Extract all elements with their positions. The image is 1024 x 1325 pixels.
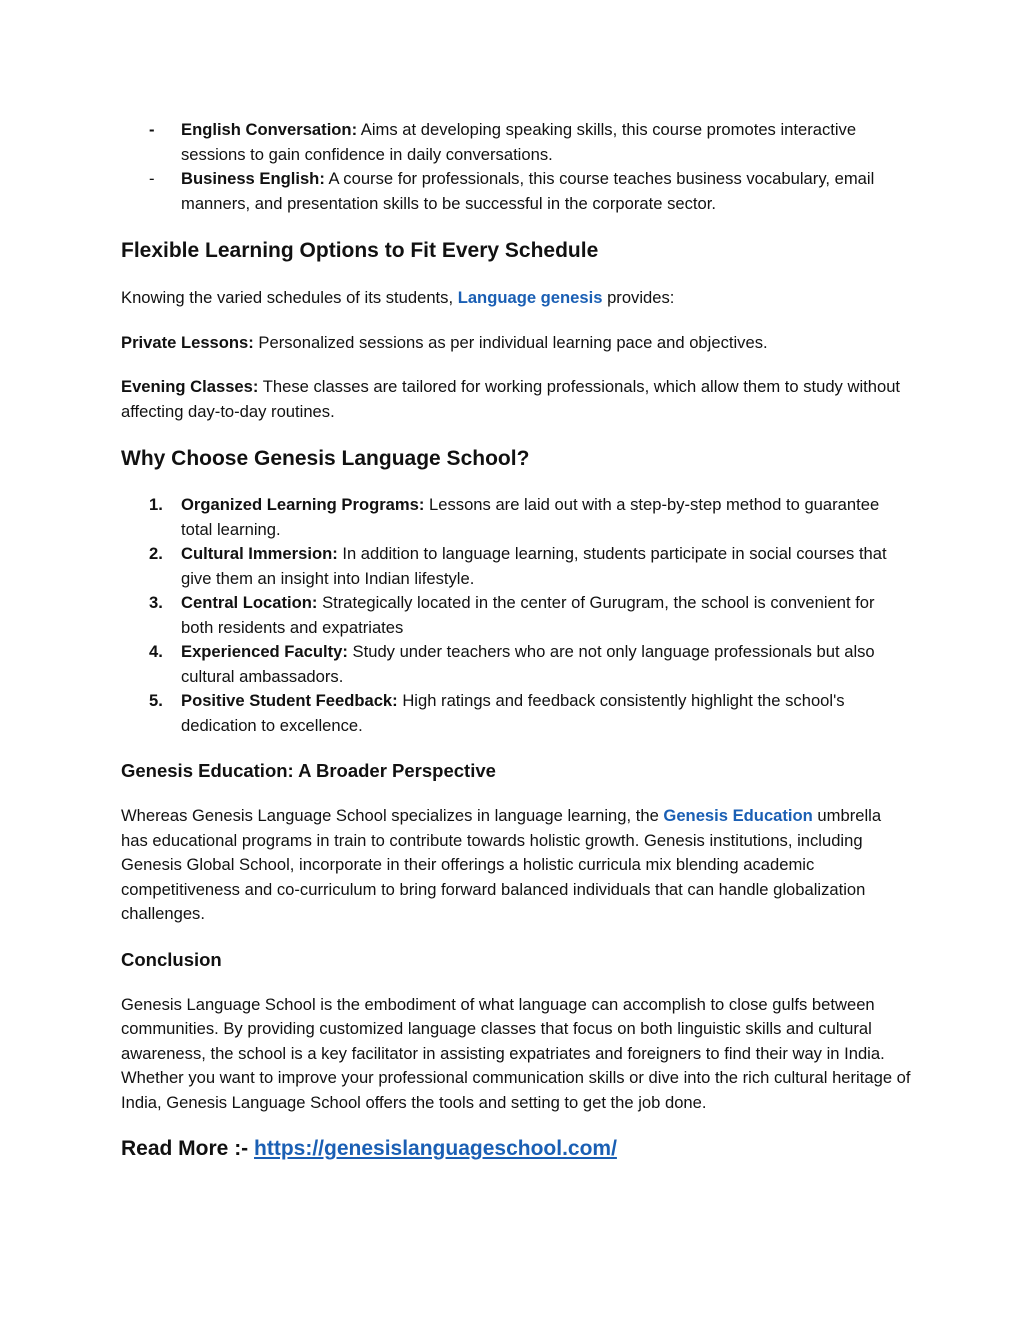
flexible-intro-text: Knowing the varied schedules of its students, xyxy=(121,288,458,307)
list-term: Positive Student Feedback: xyxy=(181,691,398,710)
list-text: Study under teachers who are not only language professionals but also cultural ambassadors. xyxy=(181,642,875,686)
list-item xyxy=(121,689,911,738)
evening-classes-text: These classes are tailored for working professionals, which allow them to study without affecting day-to-day routines. xyxy=(121,377,901,421)
read-more xyxy=(121,1135,911,1163)
private-lessons-text: Personalized sessions as per individual learning pace and objectives. xyxy=(253,332,768,352)
course-list xyxy=(121,118,911,216)
document-page xyxy=(121,118,911,1163)
list-text: High ratings and feedback consistently highlight the school's dedication to excellence. xyxy=(181,691,845,735)
reasons-list xyxy=(121,493,911,738)
section-heading-why: Why Choose Genesis Language School? xyxy=(121,447,530,470)
list-term: Central Location: xyxy=(181,593,318,612)
list-item xyxy=(121,640,911,689)
read-more-label: Read More :- xyxy=(121,1137,255,1160)
education-text-after: umbrella has educational programs in train to contribute towards holistic growth. Genesis institutions, including Genesis Global School, incorporate in their offerings a holistic curricula mix blending academic competitiveness and co-curriculum to bring forward balanced individuals that can handle globalization challenges. xyxy=(121,806,882,923)
list-item xyxy=(121,118,911,167)
flexible-intro xyxy=(121,286,911,311)
list-number: 1. xyxy=(149,495,163,514)
list-text: Aims at developing speaking skills, this course promotes interactive sessions to gain confidence in daily conversations. xyxy=(181,120,857,164)
evening-classes-paragraph xyxy=(121,375,911,424)
private-lessons-paragraph xyxy=(121,331,911,356)
list-marker: - xyxy=(149,120,155,139)
conclusion-paragraph: Genesis Language School is the embodiment of what language can accomplish to close gulfs between communities. By providing customized language classes that focus on both linguistic skills and cultural awareness, the school is a key facilitator in assisting expatriates and foreigners to find their way in India. Whether you want to improve your professional communication skills or dive into the rich cultural heritage of India, Genesis Language School offers the tools and setting to get the job done. xyxy=(121,994,911,1112)
flexible-intro-after: provides: xyxy=(602,288,675,307)
list-term: English Conversation: xyxy=(181,120,358,139)
list-text: A course for professionals, this course teaches business vocabulary, email manners, and presentation skills to be successful in the corporate sector. xyxy=(181,169,875,213)
list-number: 5. xyxy=(149,691,163,710)
list-term: Organized Learning Programs: xyxy=(181,495,425,514)
list-text: Strategically located in the center of Gurugram, the school is convenient for both residents and expatriates xyxy=(181,593,875,637)
list-number: 3. xyxy=(149,593,163,612)
section-heading-education: Genesis Education: A Broader Perspective xyxy=(121,760,496,781)
private-lessons-term: Private Lessons: xyxy=(121,332,254,352)
list-marker: - xyxy=(149,169,155,188)
education-text: Whereas Genesis Language School specializes in language learning, the xyxy=(121,806,664,825)
section-heading-flexible: Flexible Learning Options to Fit Every Schedule xyxy=(121,239,599,262)
list-text: In addition to language learning, students participate in social courses that give them an insight into Indian lifestyle. xyxy=(181,544,887,588)
list-item xyxy=(121,591,911,640)
evening-classes-term: Evening Classes: xyxy=(121,377,259,396)
list-item xyxy=(121,542,911,591)
language-genesis-link[interactable]: Language genesis xyxy=(457,288,603,307)
list-text: Lessons are laid out with a step-by-step method to guarantee total learning. xyxy=(181,495,880,539)
list-term: Experienced Faculty: xyxy=(181,642,348,661)
list-number: 4. xyxy=(149,642,163,661)
list-term: Business English: xyxy=(181,169,325,188)
section-heading-conclusion: Conclusion xyxy=(121,948,222,970)
list-number: 2. xyxy=(149,544,163,563)
list-term: Cultural Immersion: xyxy=(181,544,338,563)
read-more-link[interactable]: https://genesislanguageschool.com/ xyxy=(254,1137,617,1160)
list-item xyxy=(121,493,911,542)
genesis-education-link[interactable]: Genesis Education xyxy=(663,806,813,825)
list-item xyxy=(121,167,911,216)
education-paragraph xyxy=(121,804,911,927)
